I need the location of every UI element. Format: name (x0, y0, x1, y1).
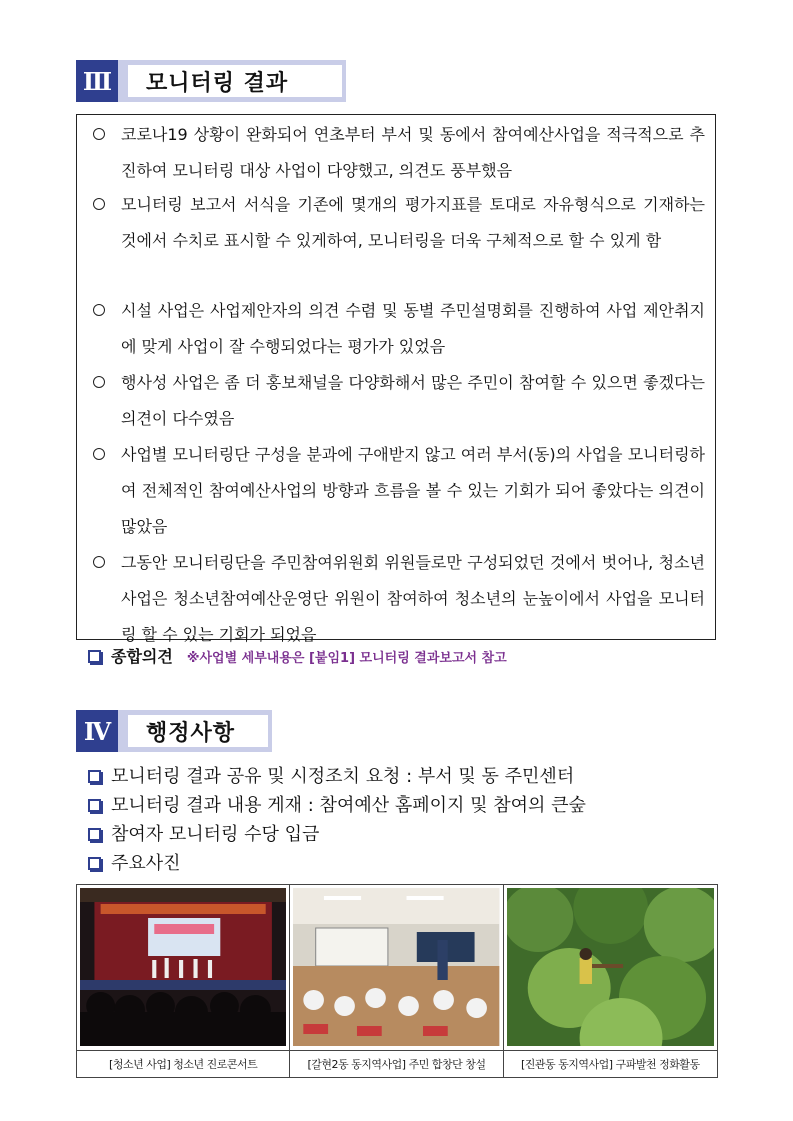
section-3-header (76, 60, 346, 102)
photo-cell (290, 885, 503, 1077)
result-item (93, 437, 705, 545)
admin-item (88, 762, 586, 791)
admin-list (88, 762, 586, 878)
photo-caption: [갈현2동 동지역사업] 주민 합창단 창설 (290, 1050, 502, 1077)
summary-line (88, 644, 507, 667)
admin-item-text: 모니터링 결과 내용 게재 : 참여예산 홈페이지 및 참여의 큰숲 (111, 795, 586, 816)
section-4-title: 행정사항 (128, 715, 268, 747)
admin-item-text: 주요사진 (111, 853, 181, 874)
choir-photo (293, 888, 499, 1046)
admin-item (88, 791, 586, 820)
checkbox-bullet-icon (88, 828, 101, 841)
result-item-text: 그동안 모니터링단을 주민참여위원회 위원들로만 구성되었던 것에서 벗어나, 청소년사업은 청소년참여예산운영단 위원이 참여하여 청소년의 눈높이에서 사업을 모니터링 할 수 있는 기회가 되었음 (121, 553, 705, 644)
photo-cell (504, 885, 717, 1077)
photo-cell (77, 885, 290, 1077)
section-3-number: Ⅲ (76, 60, 118, 102)
circle-bullet-icon (93, 304, 105, 316)
result-item-text: 코로나19 상황이 완화되어 연초부터 부서 및 동에서 참여예산사업을 적극적으로 추진하여 모니터링 대상 사업이 다양했고, 의견도 풍부했음 (121, 125, 705, 180)
result-item (93, 365, 705, 437)
cleanup-photo (507, 888, 714, 1046)
result-item (93, 545, 705, 653)
result-item-text: 사업별 모니터링단 구성을 분과에 구애받지 않고 여러 부서(동)의 사업을 모니터링하여 전체적인 참여예산사업의 방향과 흐름을 볼 수 있는 기회가 되어 좋았다는 의견이 많았음 (121, 445, 705, 536)
checkbox-bullet-icon (88, 857, 101, 870)
admin-item-text: 참여자 모니터링 수당 입금 (111, 824, 320, 845)
checkbox-bullet-icon (88, 770, 101, 783)
results-box (76, 114, 716, 644)
result-item (93, 187, 705, 259)
result-item-text: 모니터링 보고서 서식을 기존에 몇개의 평가지표를 토대로 자유형식으로 기재하는 것에서 수치로 표시할 수 있게하여, 모니터링을 더욱 구체적으로 할 수 있게 함 (121, 195, 705, 250)
photo-table (76, 884, 718, 1078)
section-4-header (76, 710, 272, 752)
circle-bullet-icon (93, 448, 105, 460)
result-item-text: 시설 사업은 사업제안자의 의견 수렴 및 동별 주민설명회를 진행하여 사업 제안취지에 맞게 사업이 잘 수행되었다는 평가가 있었음 (121, 301, 705, 356)
admin-item (88, 820, 586, 849)
summary-note: ※사업별 세부내용은 [붙임1] 모니터링 결과보고서 참고 (186, 651, 507, 666)
summary-label: 종합의견 (111, 647, 173, 666)
circle-bullet-icon (93, 376, 105, 388)
circle-bullet-icon (93, 128, 105, 140)
checkbox-bullet-icon (88, 650, 101, 663)
section-4-title-frame (118, 710, 272, 752)
result-item (93, 293, 705, 365)
section-4-number: Ⅳ (76, 710, 118, 752)
admin-item (88, 849, 586, 878)
result-item (93, 117, 705, 189)
photo-caption: [진관동 동지역사업] 구파발천 정화활동 (504, 1050, 717, 1077)
admin-item-text: 모니터링 결과 공유 및 시정조치 요청 : 부서 및 동 주민센터 (111, 766, 575, 787)
section-3-title-frame (118, 60, 346, 102)
circle-bullet-icon (93, 556, 105, 568)
photo-caption: [청소년 사업] 청소년 진로콘서트 (77, 1050, 289, 1077)
result-item-text: 행사성 사업은 좀 더 홍보채널을 다양화해서 많은 주민이 참여할 수 있으면 좋겠다는 의견이 다수였음 (121, 373, 705, 428)
section-3-title: 모니터링 결과 (128, 65, 342, 97)
concert-photo (80, 888, 286, 1046)
checkbox-bullet-icon (88, 799, 101, 812)
circle-bullet-icon (93, 198, 105, 210)
